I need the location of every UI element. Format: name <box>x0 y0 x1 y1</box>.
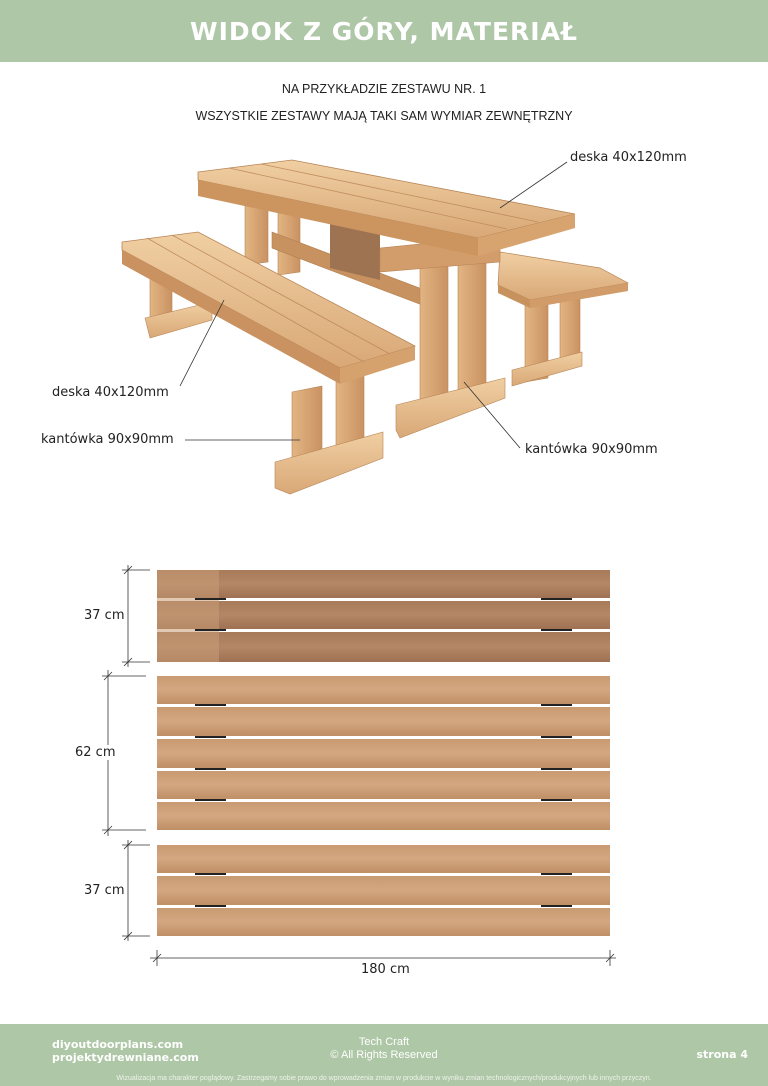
bench-board-label: deska 40x120mm <box>52 385 169 400</box>
table-top-plank <box>157 676 610 704</box>
table-top-plank <box>157 707 610 736</box>
dim-length: 180 cm <box>361 962 410 977</box>
table-top-plank <box>157 739 610 768</box>
bench-top-plank <box>157 601 610 629</box>
bench-bottom-plank <box>157 908 610 936</box>
footer-brand <box>0 1036 768 1062</box>
dim-bench-bottom: 37 cm <box>84 883 125 898</box>
top-view <box>102 565 616 966</box>
table-beam-label: kantówka 90x90mm <box>525 442 658 457</box>
page-title: WIDOK Z GÓRY, MATERIAŁ <box>190 16 578 46</box>
table-top-plank <box>157 771 610 799</box>
bench-bottom-plank <box>157 876 610 905</box>
footer-site-1[interactable]: diyoutdoorplans.com <box>52 1038 184 1051</box>
table-board-label: deska 40x120mm <box>570 150 687 165</box>
footer-disclaimer: Wizualizacja ma charakter poglądowy. Zastrzegamy sobie prawo do wprowadzenia zmian w produkcie w wyniku zmian technologicznych/produkcyjnych lub innych przyczyn. <box>116 1075 652 1082</box>
dim-bench-top: 37 cm <box>84 608 125 623</box>
intro-line-2: WSZYSTKIE ZESTAWY MAJĄ TAKI SAM WYMIAR ZEWNĘTRZNY <box>195 109 573 123</box>
footer-brand-name: Tech Craft <box>358 1036 410 1048</box>
page-number: strona 4 <box>696 1048 748 1061</box>
intro-line-1: NA PRZYKŁADZIE ZESTAWU NR. 1 <box>281 82 487 96</box>
footer-rights: © All Rights Reserved <box>330 1049 438 1061</box>
bench-bottom-plank <box>157 845 610 873</box>
footer-site-2[interactable]: projektydrewniane.com <box>52 1051 199 1064</box>
bench-top-plank <box>157 570 610 598</box>
bench-beam-label: kantówka 90x90mm <box>41 432 174 447</box>
bench-top-plank <box>157 632 610 662</box>
page-footer <box>0 1024 768 1086</box>
table-top-plank <box>157 802 610 830</box>
dim-table: 62 cm <box>75 745 116 760</box>
